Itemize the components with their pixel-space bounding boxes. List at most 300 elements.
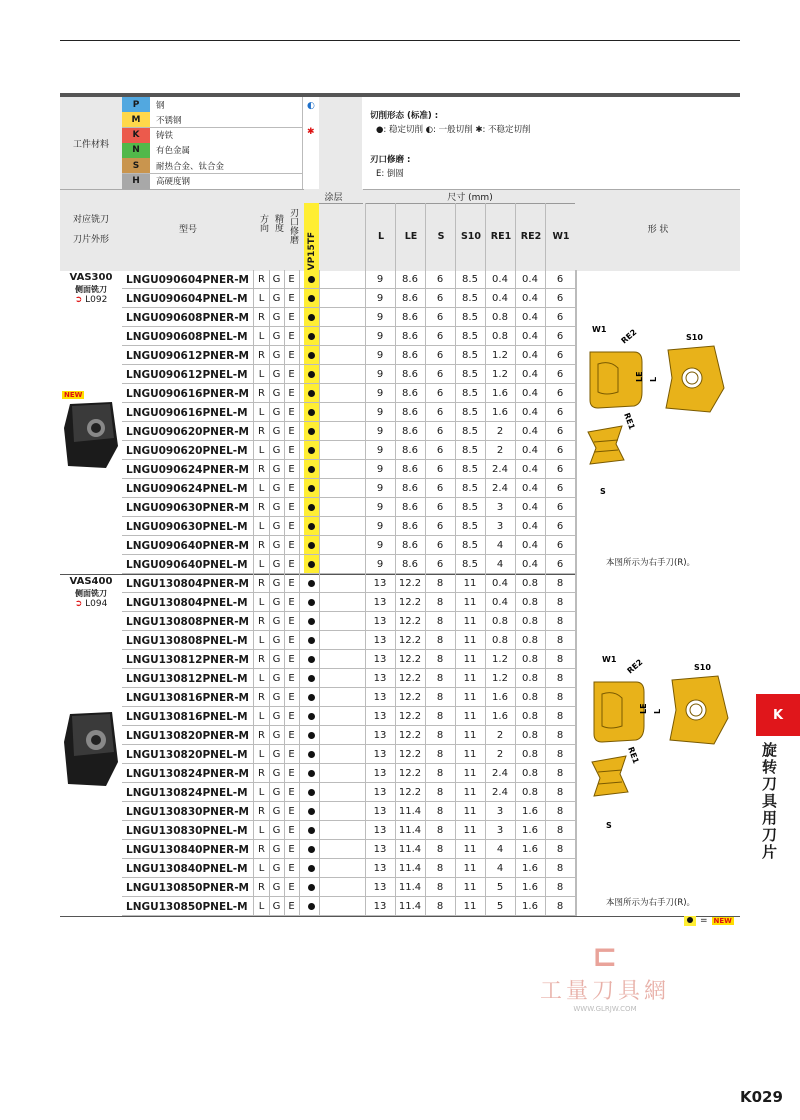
precision-cell: G <box>269 270 285 289</box>
dim-cell-w1: 8 <box>545 878 576 897</box>
dim-cell-s10: 11 <box>455 631 486 650</box>
material-row <box>122 158 302 174</box>
dim-cell-s: 6 <box>425 365 456 384</box>
dim-cell-s: 6 <box>425 384 456 403</box>
grade-dot <box>304 536 320 555</box>
dim-cell-l: 13 <box>365 574 396 593</box>
table-row <box>122 897 576 916</box>
dim-cell-w1: 8 <box>545 707 576 726</box>
dim-cell-w1: 8 <box>545 631 576 650</box>
grade-dot <box>304 688 320 707</box>
dim-cell-w1: 8 <box>545 840 576 859</box>
page-number: K029 <box>740 1088 783 1106</box>
table-row <box>122 650 576 669</box>
blank-coating-cell <box>319 650 366 669</box>
dim-cell-s: 6 <box>425 270 456 289</box>
dim-cell-le: 12.2 <box>395 764 426 783</box>
dim-cell-s10: 8.5 <box>455 308 486 327</box>
dim-cell-le: 11.4 <box>395 802 426 821</box>
model-cell: LNGU130820PNEL-M <box>122 745 254 764</box>
direction-cell: L <box>254 859 270 878</box>
dimension-header-w1: W1 <box>545 203 576 270</box>
dim-cell-s10: 8.5 <box>455 441 486 460</box>
dim-cell-l: 13 <box>365 878 396 897</box>
model-cell: LNGU090612PNEL-M <box>122 365 254 384</box>
dim-cell-w1: 6 <box>545 403 576 422</box>
edge-cell: E <box>284 460 300 479</box>
grade-dot <box>304 840 320 859</box>
coating-header: 涂层 <box>304 189 363 204</box>
dim-cell-re1: 1.2 <box>485 346 516 365</box>
dim-cell-le: 11.4 <box>395 840 426 859</box>
dim-cell-s10: 11 <box>455 764 486 783</box>
dim-cell-re2: 0.4 <box>515 308 546 327</box>
dim-cell-re1: 0.4 <box>485 289 516 308</box>
shape-column-border <box>576 270 577 916</box>
material-row <box>122 174 302 190</box>
blank-coating-cell <box>319 384 366 403</box>
direction-cell: L <box>254 365 270 384</box>
model-cell: LNGU130830PNER-M <box>122 802 254 821</box>
direction-cell: R <box>254 878 270 897</box>
cut-symbol-column <box>302 97 320 189</box>
section1-ref-link[interactable] <box>60 295 122 306</box>
dim-cell-s10: 8.5 <box>455 422 486 441</box>
svg-text:LE: LE <box>635 371 644 382</box>
edge-cell: E <box>284 840 300 859</box>
cutter-header <box>60 210 122 250</box>
edge-title: 刃口修磨 : <box>370 155 411 165</box>
dim-cell-le: 8.6 <box>395 327 426 346</box>
dimension-header-re1: RE1 <box>485 203 516 270</box>
dim-cell-w1: 8 <box>545 688 576 707</box>
blank-coating-cell <box>319 802 366 821</box>
dim-cell-re2: 0.4 <box>515 460 546 479</box>
model-cell: LNGU090620PNER-M <box>122 422 254 441</box>
blank-coating-cell <box>319 574 366 593</box>
model-cell: LNGU090630PNEL-M <box>122 517 254 536</box>
dim-cell-l: 13 <box>365 669 396 688</box>
model-cell: LNGU130830PNEL-M <box>122 821 254 840</box>
precision-cell: G <box>269 460 285 479</box>
dim-cell-l: 13 <box>365 688 396 707</box>
precision-cell: G <box>269 897 285 916</box>
grade-dot <box>304 764 320 783</box>
model-cell: LNGU130840PNEL-M <box>122 859 254 878</box>
watermark-title: 工量刀具網 <box>539 979 670 1004</box>
model-cell: LNGU130816PNER-M <box>122 688 254 707</box>
dim-cell-s: 6 <box>425 308 456 327</box>
dim-cell-s10: 8.5 <box>455 555 486 574</box>
dim-cell-w1: 6 <box>545 270 576 289</box>
material-name: 高硬度钢 <box>156 177 191 188</box>
dim-cell-re2: 1.6 <box>515 897 546 916</box>
direction-cell: L <box>254 555 270 574</box>
dim-cell-s10: 11 <box>455 707 486 726</box>
cut-title: 切削形态 (标准) : <box>370 111 439 121</box>
dim-cell-s: 8 <box>425 631 456 650</box>
dim-cell-w1: 6 <box>545 498 576 517</box>
dim-cell-s10: 11 <box>455 745 486 764</box>
table-row <box>122 859 576 878</box>
dim-cell-w1: 6 <box>545 536 576 555</box>
dim-cell-le: 8.6 <box>395 403 426 422</box>
dim-cell-s: 6 <box>425 517 456 536</box>
dim-cell-s: 8 <box>425 821 456 840</box>
dim-cell-w1: 6 <box>545 289 576 308</box>
direction-cell: R <box>254 308 270 327</box>
dim-cell-re1: 0.4 <box>485 270 516 289</box>
svg-text:S10: S10 <box>694 663 711 672</box>
dim-cell-re2: 0.8 <box>515 612 546 631</box>
grade-header <box>304 203 319 270</box>
precision-cell: G <box>269 840 285 859</box>
dim-cell-re1: 1.6 <box>485 384 516 403</box>
svg-text:RE2: RE2 <box>625 657 645 676</box>
edge-cell: E <box>284 764 300 783</box>
cutter-header-line2: 刀片外形 <box>72 235 109 245</box>
edge-cell: E <box>284 403 300 422</box>
direction-cell: L <box>254 783 270 802</box>
dim-cell-re1: 0.8 <box>485 308 516 327</box>
edge-cell: E <box>284 289 300 308</box>
dim-cell-re2: 0.4 <box>515 365 546 384</box>
blank-coating-cell <box>319 308 366 327</box>
precision-cell: G <box>269 327 285 346</box>
grade-dot <box>304 441 320 460</box>
direction-cell: L <box>254 403 270 422</box>
dim-cell-re2: 0.4 <box>515 422 546 441</box>
edge-cell: E <box>284 878 300 897</box>
dim-cell-s10: 11 <box>455 574 486 593</box>
precision-cell: G <box>269 764 285 783</box>
section1-note: 本图所示为右手刀(R)。 <box>606 558 696 568</box>
dim-cell-le: 8.6 <box>395 289 426 308</box>
dim-cell-l: 13 <box>365 840 396 859</box>
material-code: K <box>122 128 150 143</box>
dim-cell-s10: 11 <box>455 612 486 631</box>
table-row <box>122 555 576 574</box>
dim-cell-l: 13 <box>365 821 396 840</box>
table-row <box>122 783 576 802</box>
table-row <box>122 726 576 745</box>
precision-cell: G <box>269 498 285 517</box>
dim-cell-re1: 3 <box>485 498 516 517</box>
dim-cell-s: 8 <box>425 669 456 688</box>
grade-dot <box>304 384 320 403</box>
blank-coating-cell <box>319 593 366 612</box>
direction-cell: L <box>254 669 270 688</box>
blank-coating-cell <box>319 688 366 707</box>
precision-cell: G <box>269 612 285 631</box>
direction-cell: R <box>254 726 270 745</box>
direction-cell: R <box>254 384 270 403</box>
table-row <box>122 479 576 498</box>
blank-coating-cell <box>319 897 366 916</box>
precision-cell: G <box>269 289 285 308</box>
section-tab-k[interactable]: K <box>756 694 800 736</box>
direction-cell: R <box>254 460 270 479</box>
dim-cell-s: 8 <box>425 574 456 593</box>
dimension-header-s: S <box>425 203 456 270</box>
blank-coating-cell <box>319 270 366 289</box>
blank-coating-cell <box>319 840 366 859</box>
section-tab-text: 旋转刀具用刀片 <box>762 741 778 861</box>
precision-cell: G <box>269 783 285 802</box>
dim-cell-s: 6 <box>425 346 456 365</box>
model-cell: LNGU090608PNER-M <box>122 308 254 327</box>
dim-cell-re2: 0.8 <box>515 726 546 745</box>
dim-cell-l: 13 <box>365 745 396 764</box>
grade-dot <box>304 270 320 289</box>
table-row <box>122 346 576 365</box>
dim-cell-s: 8 <box>425 707 456 726</box>
precision-cell: G <box>269 384 285 403</box>
blank-coating-cell <box>319 498 366 517</box>
svg-text:LE: LE <box>639 703 648 714</box>
blank-coating-cell <box>319 669 366 688</box>
dim-cell-s: 6 <box>425 479 456 498</box>
arrow-icon: ➲ <box>74 295 83 305</box>
material-row <box>122 97 302 113</box>
dim-cell-re1: 1.2 <box>485 365 516 384</box>
dim-cell-w1: 6 <box>545 479 576 498</box>
precision-cell: G <box>269 536 285 555</box>
insert-photo-1 <box>62 398 120 474</box>
material-code: M <box>122 112 150 127</box>
watermark <box>520 940 690 1013</box>
precision-cell: G <box>269 688 285 707</box>
table-row <box>122 270 576 289</box>
edge-cell: E <box>284 821 300 840</box>
model-cell: LNGU090630PNER-M <box>122 498 254 517</box>
model-cell: LNGU090620PNEL-M <box>122 441 254 460</box>
dim-cell-s10: 11 <box>455 726 486 745</box>
dim-cell-l: 9 <box>365 536 396 555</box>
direction-cell: L <box>254 327 270 346</box>
dim-cell-w1: 6 <box>545 346 576 365</box>
edge-cell: E <box>284 631 300 650</box>
grade-dot <box>304 555 320 574</box>
blank-coating-cell <box>319 745 366 764</box>
material-name: 钢 <box>156 100 165 111</box>
table-row <box>122 574 576 593</box>
dim-cell-re2: 0.4 <box>515 384 546 403</box>
precision-cell: G <box>269 707 285 726</box>
dim-cell-s10: 8.5 <box>455 384 486 403</box>
dim-cell-re1: 0.8 <box>485 327 516 346</box>
dim-cell-s: 8 <box>425 840 456 859</box>
dim-cell-w1: 6 <box>545 460 576 479</box>
edge-cell: E <box>284 897 300 916</box>
dim-cell-s: 8 <box>425 783 456 802</box>
blank-coating-cell <box>319 517 366 536</box>
grade-dot <box>304 593 320 612</box>
dim-cell-w1: 6 <box>545 308 576 327</box>
model-cell: LNGU130850PNER-M <box>122 878 254 897</box>
blank-coating-cell <box>319 631 366 650</box>
svg-text:RE1: RE1 <box>626 745 641 765</box>
material-code: S <box>122 158 150 173</box>
dim-cell-re2: 0.4 <box>515 479 546 498</box>
grade-dot <box>304 802 320 821</box>
material-code: P <box>122 97 150 112</box>
precision-cell: G <box>269 308 285 327</box>
dim-cell-le: 11.4 <box>395 878 426 897</box>
dim-cell-s: 6 <box>425 422 456 441</box>
dim-cell-s10: 8.5 <box>455 498 486 517</box>
model-cell: LNGU090624PNER-M <box>122 460 254 479</box>
grade-dot <box>304 669 320 688</box>
dim-cell-l: 13 <box>365 650 396 669</box>
dim-cell-re2: 0.4 <box>515 403 546 422</box>
precision-cell: G <box>269 878 285 897</box>
dim-cell-le: 11.4 <box>395 897 426 916</box>
dim-cell-l: 13 <box>365 897 396 916</box>
dim-cell-s10: 11 <box>455 593 486 612</box>
dim-cell-s10: 11 <box>455 650 486 669</box>
direction-cell: R <box>254 688 270 707</box>
precision-cell: G <box>269 422 285 441</box>
dim-cell-re1: 2 <box>485 441 516 460</box>
dim-cell-le: 11.4 <box>395 821 426 840</box>
precision-cell: G <box>269 726 285 745</box>
section2-ref-link[interactable] <box>60 599 122 610</box>
table-row <box>122 536 576 555</box>
precision-cell: G <box>269 650 285 669</box>
table-bottom-rule <box>60 916 740 917</box>
model-cell: LNGU130824PNEL-M <box>122 783 254 802</box>
grade-dot <box>304 403 320 422</box>
edge-cell: E <box>284 517 300 536</box>
model-cell: LNGU130804PNER-M <box>122 574 254 593</box>
dimension-header: 尺寸 (mm) <box>365 189 575 204</box>
model-cell: LNGU130816PNEL-M <box>122 707 254 726</box>
dim-cell-s10: 11 <box>455 840 486 859</box>
section1-new-badge: NEW <box>64 391 83 399</box>
dim-cell-re1: 1.2 <box>485 650 516 669</box>
watermark-logo: ⊏ <box>592 939 618 974</box>
legend-new: NEW <box>713 917 732 925</box>
table-row <box>122 612 576 631</box>
dim-cell-re1: 1.6 <box>485 707 516 726</box>
dim-cell-le: 12.2 <box>395 593 426 612</box>
dim-cell-le: 12.2 <box>395 783 426 802</box>
precision-cell: G <box>269 859 285 878</box>
dim-cell-re2: 0.8 <box>515 650 546 669</box>
dim-cell-s: 6 <box>425 403 456 422</box>
edge-prep-header: 刃口修磨 <box>288 208 298 244</box>
model-cell: LNGU090640PNER-M <box>122 536 254 555</box>
table-row <box>122 441 576 460</box>
grade-dot <box>304 707 320 726</box>
dim-cell-s10: 11 <box>455 688 486 707</box>
precision-cell: G <box>269 745 285 764</box>
model-cell: LNGU130808PNER-M <box>122 612 254 631</box>
legend-spacer <box>319 97 362 189</box>
dim-cell-s10: 11 <box>455 897 486 916</box>
direction-cell: R <box>254 612 270 631</box>
section2-ref: L094 <box>85 599 108 609</box>
dim-cell-s10: 11 <box>455 821 486 840</box>
dim-cell-re1: 2.4 <box>485 460 516 479</box>
dim-cell-s: 8 <box>425 764 456 783</box>
table-row <box>122 308 576 327</box>
insert-diagram-1 <box>584 322 734 506</box>
dim-cell-re1: 0.4 <box>485 593 516 612</box>
grade-dot <box>304 479 320 498</box>
edge-cell: E <box>284 327 300 346</box>
dim-cell-s10: 8.5 <box>455 327 486 346</box>
material-name: 铸铁 <box>156 131 174 142</box>
section2-cutter-sub: 侧面铣刀 <box>75 589 107 598</box>
grade-dot <box>304 859 320 878</box>
dim-cell-le: 8.6 <box>395 536 426 555</box>
model-cell: LNGU130840PNER-M <box>122 840 254 859</box>
precision-cell: G <box>269 802 285 821</box>
dim-cell-l: 13 <box>365 859 396 878</box>
dim-cell-w1: 8 <box>545 593 576 612</box>
dim-cell-re1: 2 <box>485 745 516 764</box>
grade-label: VP15TF <box>306 231 317 270</box>
dim-cell-re2: 0.4 <box>515 536 546 555</box>
model-cell: LNGU090624PNEL-M <box>122 479 254 498</box>
blank-coating-cell <box>319 441 366 460</box>
dim-cell-s: 8 <box>425 897 456 916</box>
general-cut-icon: ◐ <box>307 101 315 111</box>
blank-coating-cell <box>319 555 366 574</box>
dim-cell-w1: 6 <box>545 517 576 536</box>
edge-cell: E <box>284 669 300 688</box>
direction-header: 方向 <box>258 214 268 232</box>
dim-cell-s: 6 <box>425 441 456 460</box>
dim-cell-l: 9 <box>365 289 396 308</box>
table-row <box>122 289 576 308</box>
model-cell: LNGU090612PNER-M <box>122 346 254 365</box>
table-row <box>122 745 576 764</box>
direction-cell: L <box>254 289 270 308</box>
new-legend <box>684 916 734 926</box>
edge-cell: E <box>284 688 300 707</box>
dim-cell-re1: 3 <box>485 802 516 821</box>
dim-cell-le: 12.2 <box>395 650 426 669</box>
blank-coating-cell <box>319 536 366 555</box>
material-row <box>122 128 302 144</box>
dim-cell-le: 12.2 <box>395 669 426 688</box>
svg-text:S10: S10 <box>686 333 703 342</box>
dim-cell-l: 9 <box>365 403 396 422</box>
dim-cell-re2: 0.8 <box>515 707 546 726</box>
dim-cell-re1: 4 <box>485 555 516 574</box>
dim-cell-le: 12.2 <box>395 574 426 593</box>
dim-cell-re2: 0.8 <box>515 669 546 688</box>
dim-cell-s10: 11 <box>455 669 486 688</box>
material-name: 有色金属 <box>156 146 191 157</box>
direction-cell: L <box>254 745 270 764</box>
edge-cell: E <box>284 707 300 726</box>
model-cell: LNGU130812PNEL-M <box>122 669 254 688</box>
grade-dot <box>304 289 320 308</box>
precision-cell: G <box>269 593 285 612</box>
dim-cell-s10: 11 <box>455 878 486 897</box>
dim-cell-re1: 3 <box>485 821 516 840</box>
section2-cutter <box>60 576 122 610</box>
dim-cell-le: 12.2 <box>395 688 426 707</box>
dim-cell-w1: 8 <box>545 574 576 593</box>
dim-cell-s10: 8.5 <box>455 517 486 536</box>
precision-cell: G <box>269 669 285 688</box>
dim-cell-s: 6 <box>425 536 456 555</box>
